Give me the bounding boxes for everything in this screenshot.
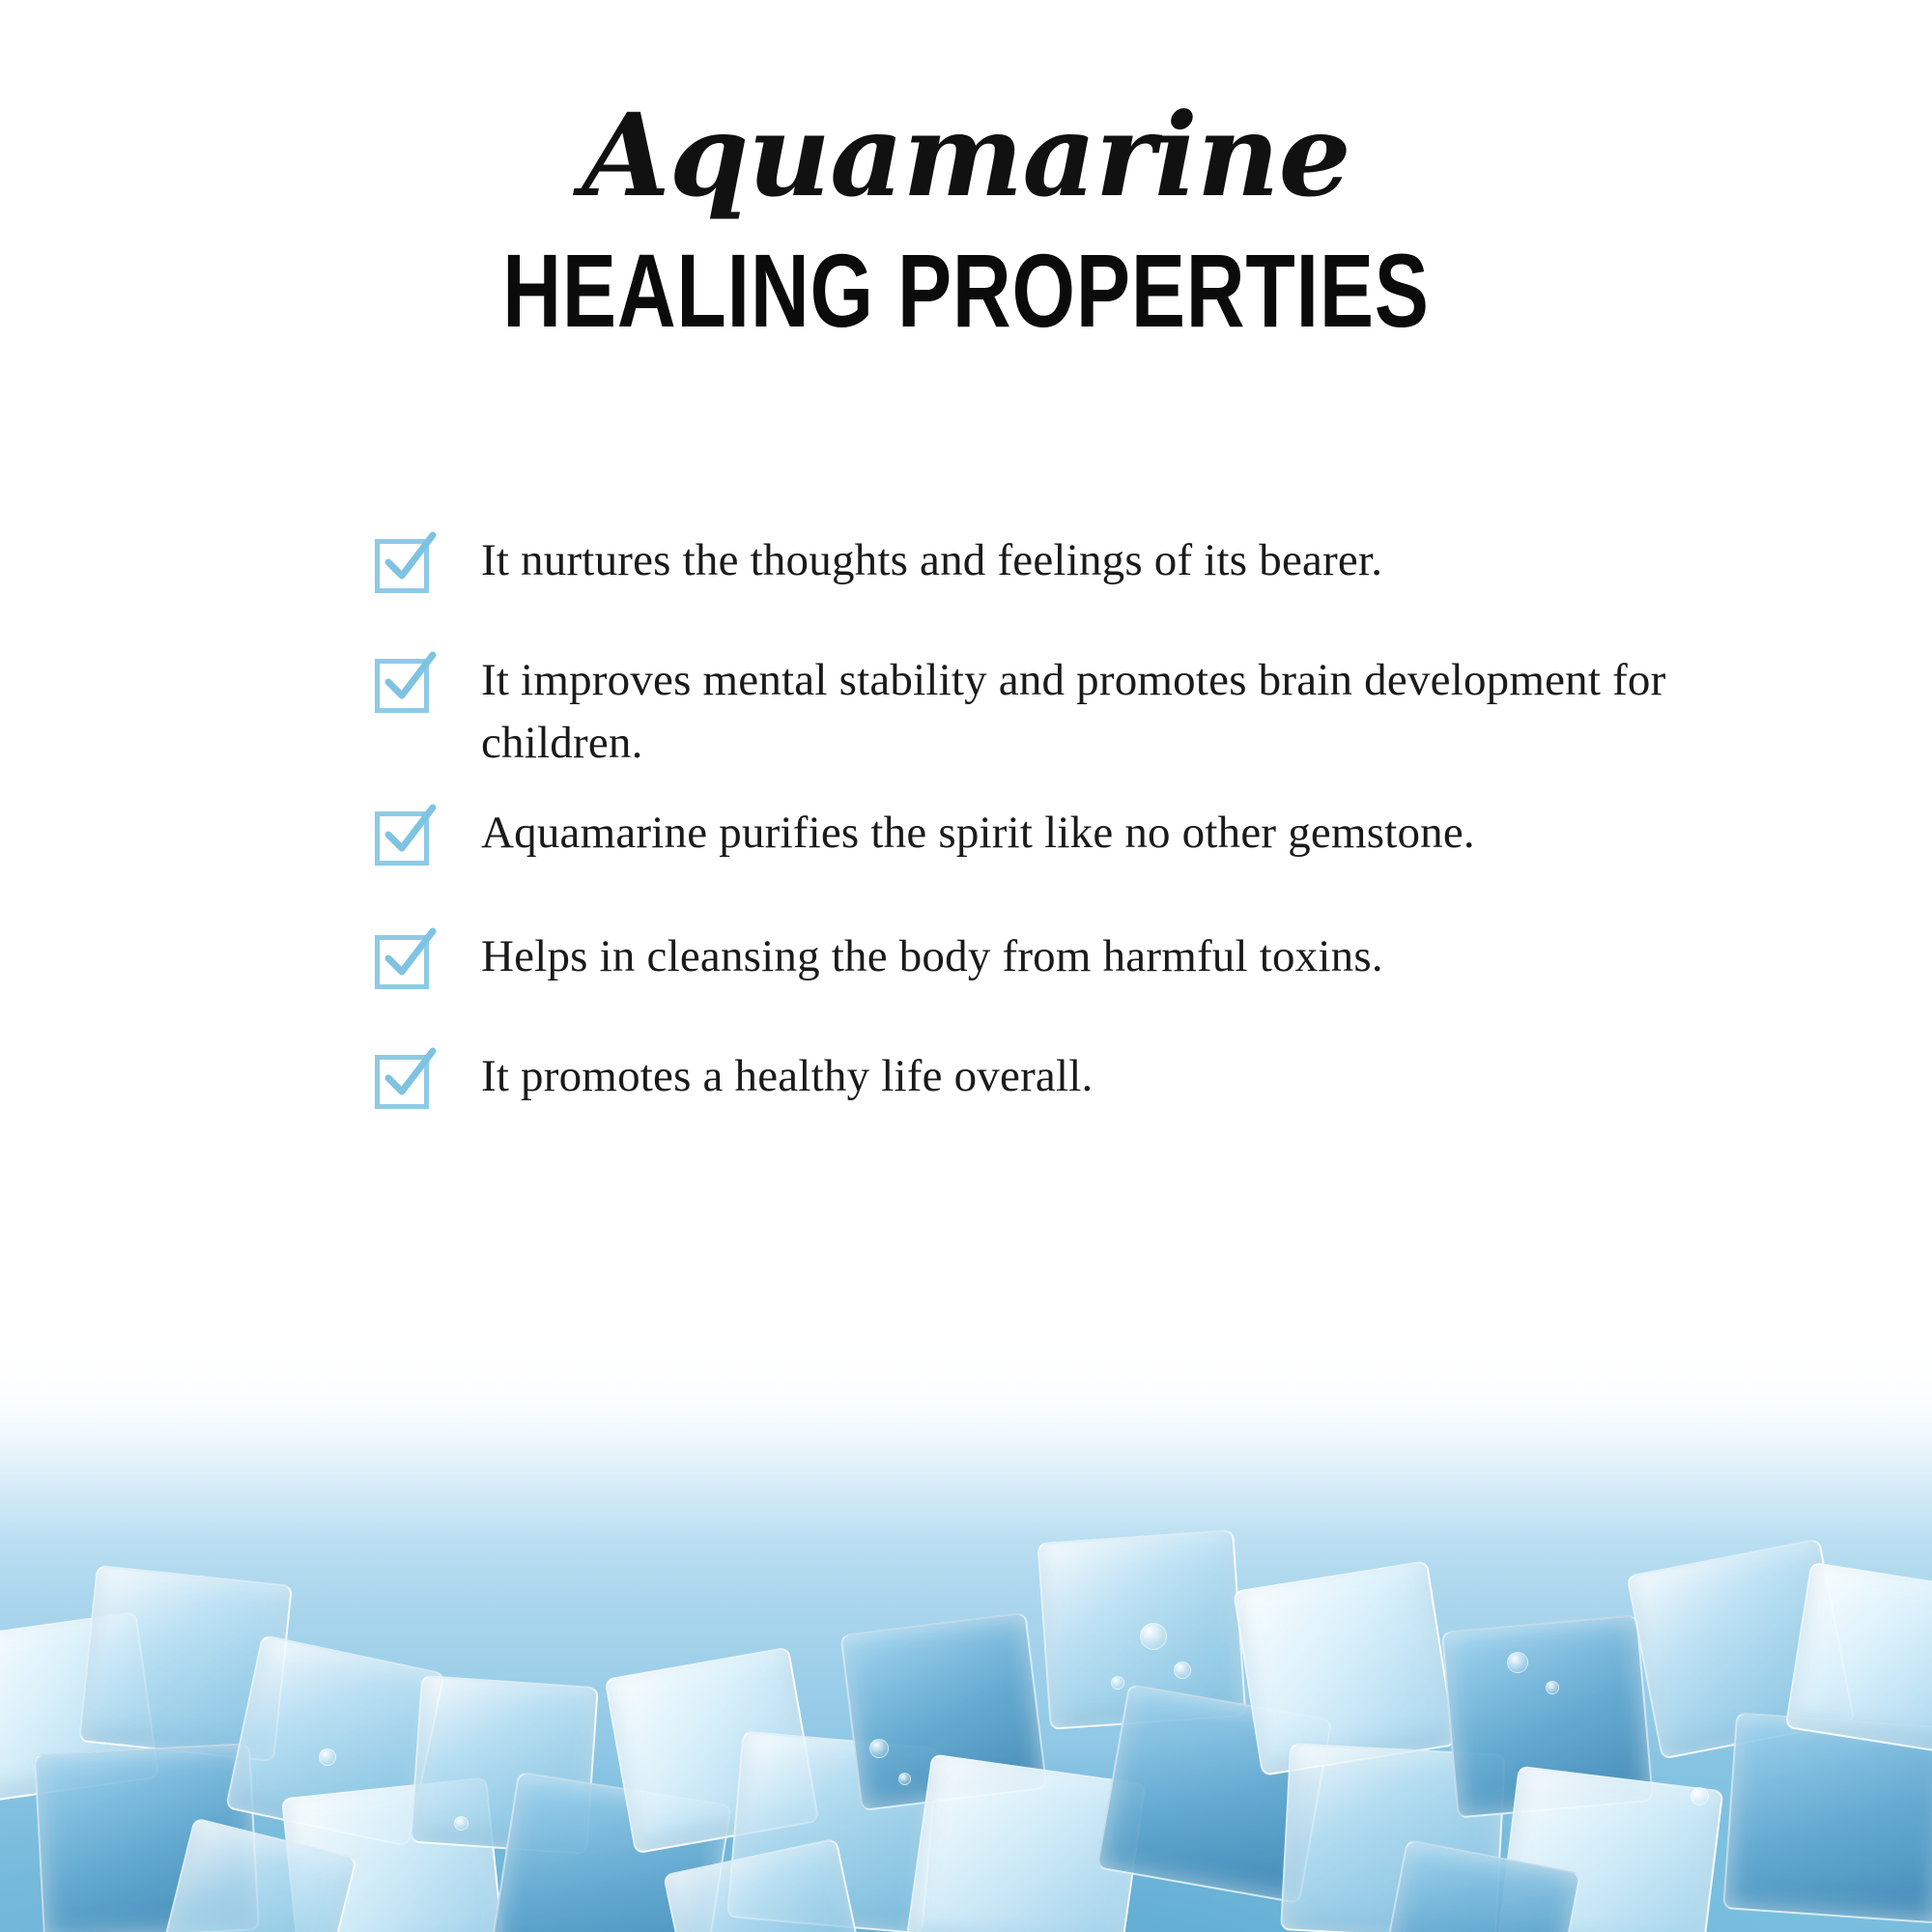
list-item-label: Helps in cleansing the body from harmful toxins. [481, 930, 1383, 981]
list-item-label: It promotes a healthy life overall. [481, 1050, 1094, 1101]
checked-checkbox-icon [375, 811, 429, 866]
checked-checkbox-icon [375, 1055, 429, 1109]
checked-checkbox-icon [375, 935, 429, 989]
list-item [375, 925, 1824, 989]
healing-properties-list [375, 529, 1824, 1109]
list-item [375, 1045, 1824, 1109]
list-item [375, 649, 1824, 775]
list-item [375, 529, 1824, 593]
list-item-label: Aquamarine purifies the spirit like no other gemstone. [481, 807, 1475, 858]
checked-checkbox-icon [375, 539, 429, 593]
list-item-label: It nurtures the thoughts and feelings of its bearer. [481, 535, 1383, 585]
heading-block [0, 88, 1932, 349]
list-item [375, 802, 1824, 866]
ice-cubes-photo [0, 1333, 1932, 1932]
checked-checkbox-icon [375, 659, 429, 713]
page-title-main: HEALING PROPERTIES [502, 231, 1430, 349]
page-title-script: Aquamarine [582, 88, 1350, 222]
list-item-label: It improves mental stability and promotes brain development for children. [481, 655, 1666, 768]
